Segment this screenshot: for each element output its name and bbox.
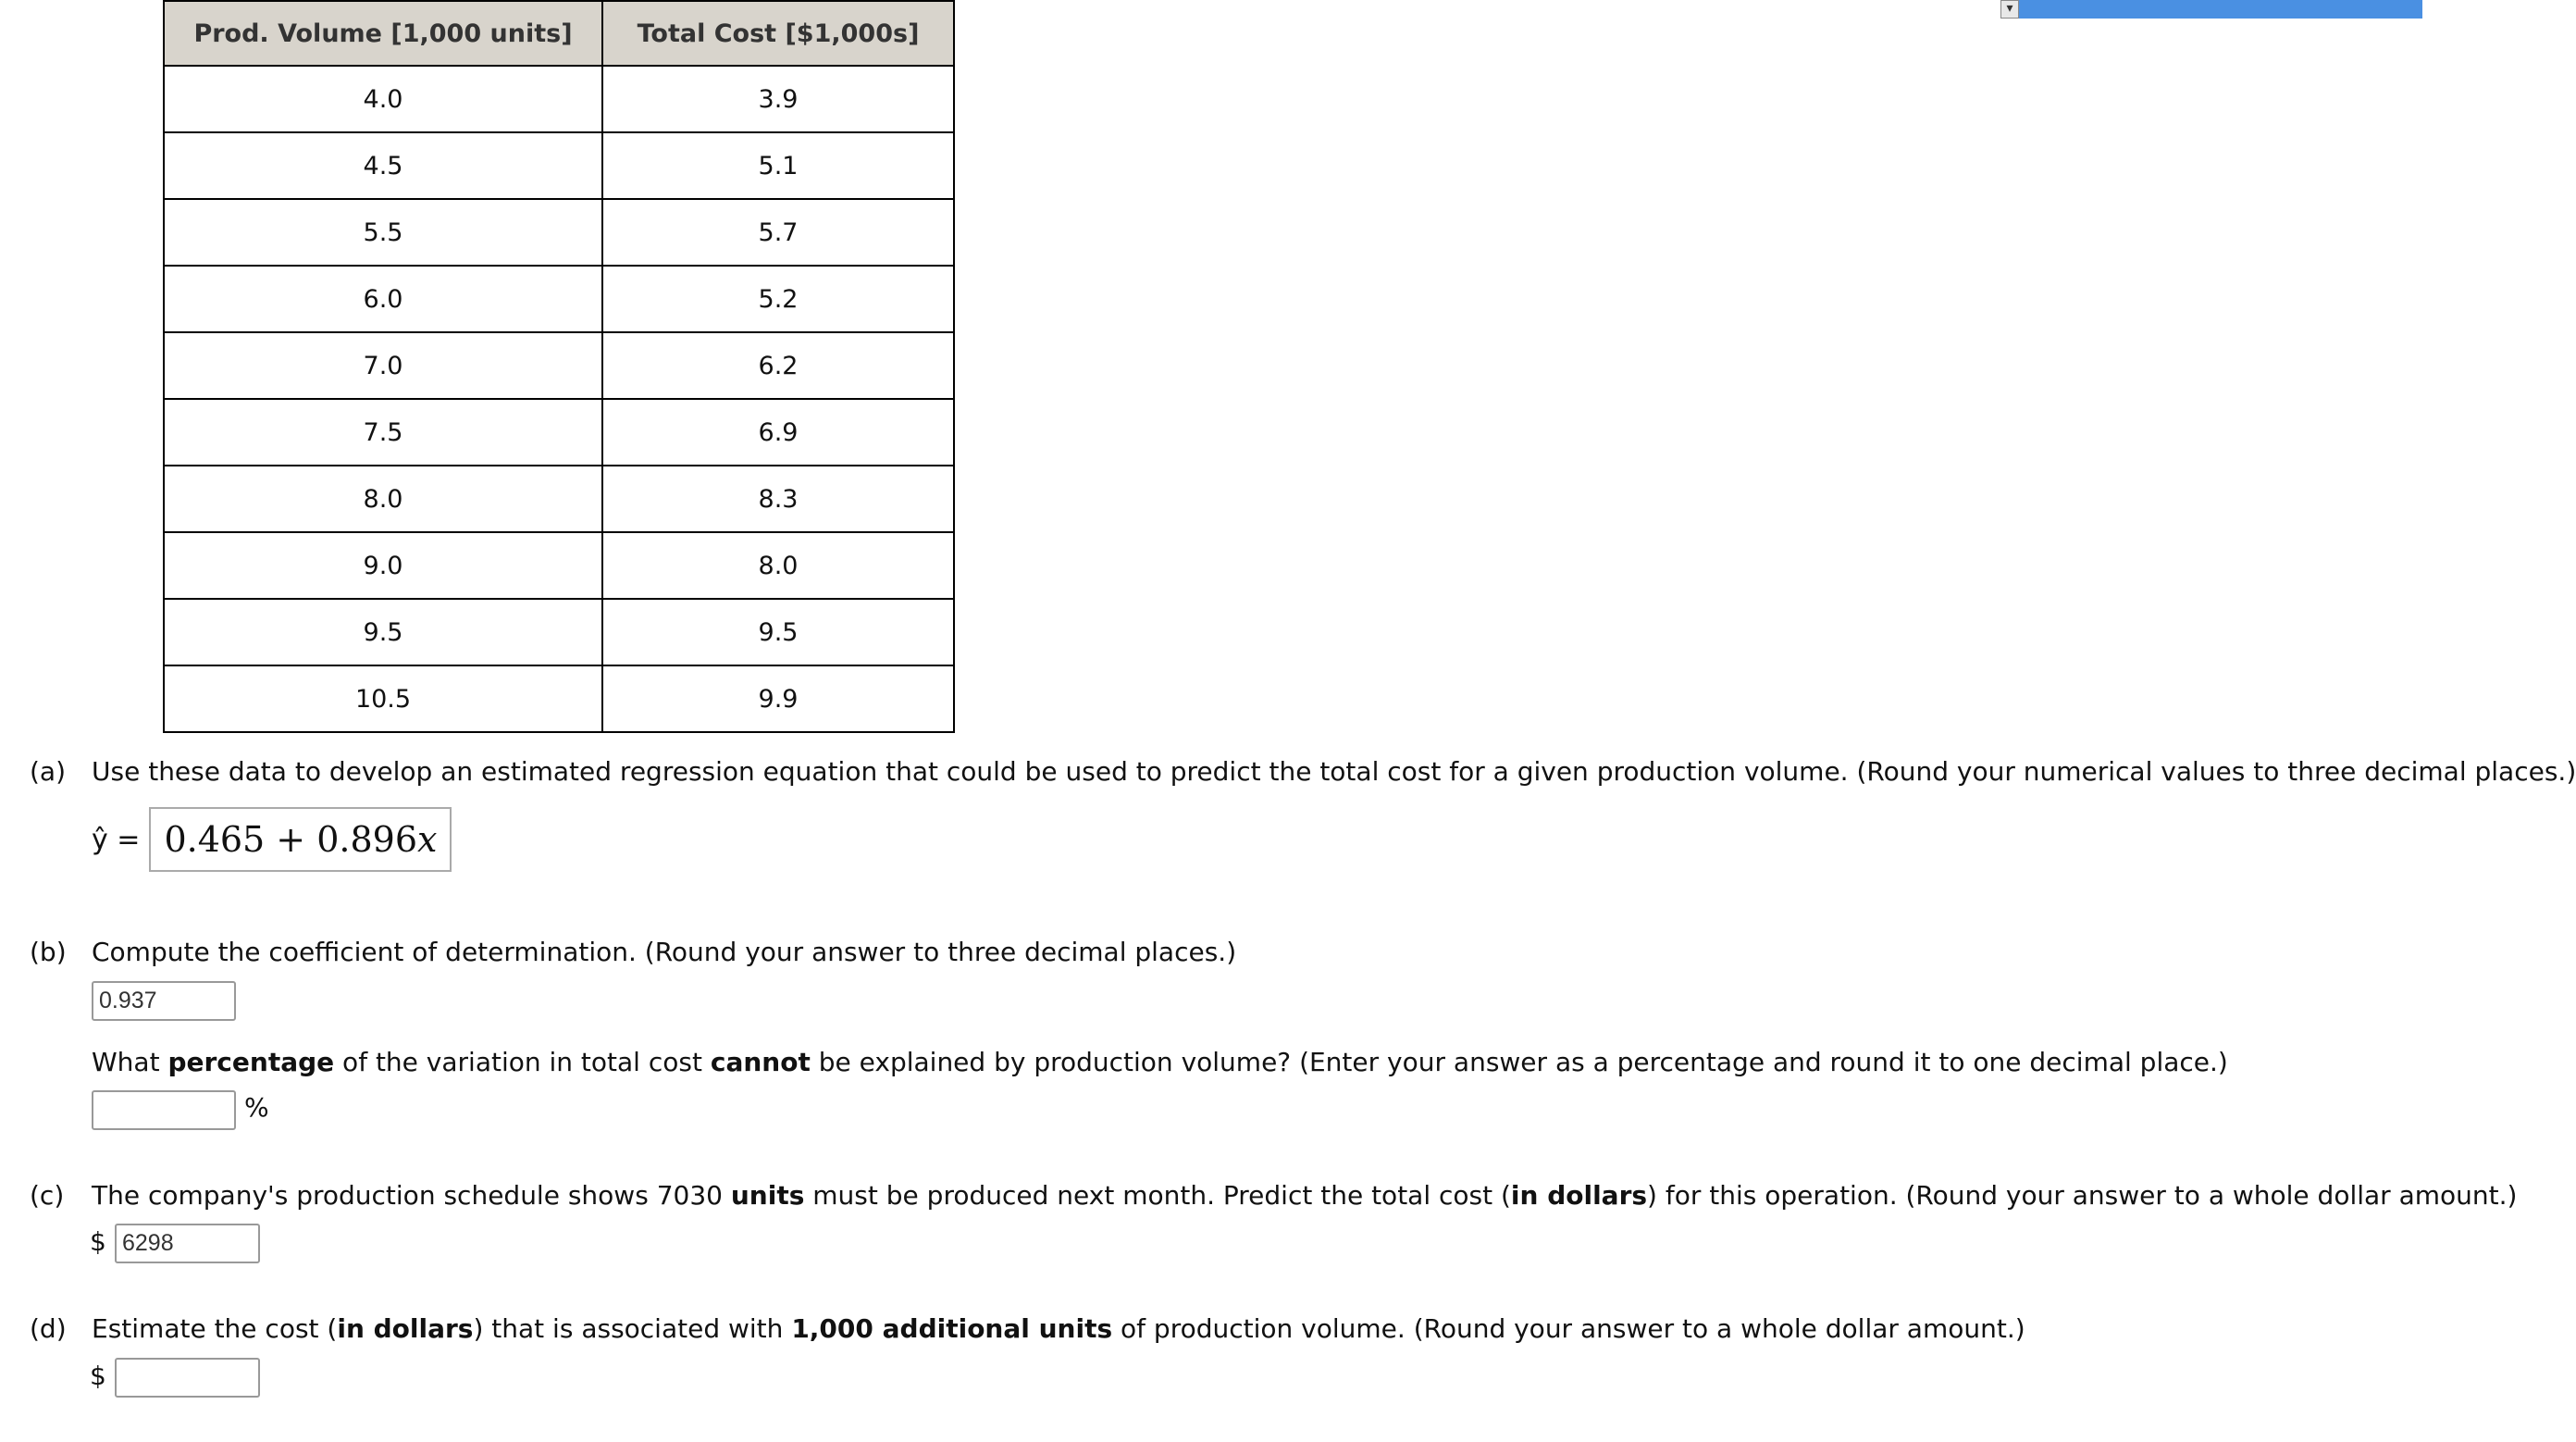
table-row — [164, 532, 954, 599]
part-d-post: of production volume. (Round your answer to a whole dollar amount.) — [1112, 1313, 2025, 1344]
cell-cost: 8.3 — [602, 466, 954, 532]
cell-volume: 9.5 — [164, 599, 602, 665]
table-row — [164, 665, 954, 732]
percentage-input[interactable] — [92, 1090, 236, 1130]
table-row — [164, 132, 954, 199]
cell-volume: 9.0 — [164, 532, 602, 599]
cell-cost: 5.7 — [602, 199, 954, 266]
cell-volume: 7.0 — [164, 332, 602, 399]
chevron-down-icon[interactable]: ▾ — [2000, 0, 2019, 19]
variable-x: x — [417, 819, 438, 860]
part-d-bold1: in dollars — [337, 1313, 474, 1344]
cell-volume: 10.5 — [164, 665, 602, 732]
data-table — [163, 0, 955, 733]
header-prod-volume: Prod. Volume [1,000 units] — [164, 1, 602, 66]
table-row — [164, 399, 954, 466]
part-b-text: Compute the coefficient of determination. (Round your answer to three decimal places.) — [92, 937, 1237, 967]
part-d-pre: Estimate the cost ( — [92, 1313, 338, 1344]
cell-cost: 8.0 — [602, 532, 954, 599]
part-c-label: (c) — [30, 1180, 65, 1211]
total-cost-value: 6298 — [122, 1230, 174, 1256]
part-b-question-2 — [92, 1046, 2228, 1079]
part-c-mid: must be produced next month. Predict the total cost ( — [804, 1180, 1511, 1211]
table-row — [164, 199, 954, 266]
part-c-bold2: in dollars — [1510, 1180, 1648, 1211]
cell-cost: 9.5 — [602, 599, 954, 665]
percent-unit: % — [244, 1092, 269, 1123]
part-d-text — [92, 1312, 2025, 1346]
part-d-label: (d) — [30, 1313, 67, 1344]
cell-cost: 3.9 — [602, 66, 954, 132]
coefficient-value: 0.937 — [99, 988, 157, 1013]
regression-answer-field[interactable] — [149, 807, 452, 872]
regression-equation-row — [92, 808, 452, 871]
cell-volume: 5.5 — [164, 199, 602, 266]
cell-cost: 5.2 — [602, 266, 954, 332]
table-row — [164, 466, 954, 532]
part-d-mid: ) that is associated with — [473, 1313, 792, 1344]
header-total-cost: Total Cost [$1,000s] — [602, 1, 954, 66]
cell-volume: 8.0 — [164, 466, 602, 532]
cell-volume: 4.0 — [164, 66, 602, 132]
part-d-bold2: 1,000 additional units — [791, 1313, 1113, 1344]
cell-cost: 6.2 — [602, 332, 954, 399]
part-a-label: (a) — [30, 756, 67, 787]
table-row — [164, 332, 954, 399]
part-b-q2-bold2: cannot — [710, 1047, 811, 1077]
top-panel-bar[interactable] — [2000, 0, 2422, 19]
part-b-label: (b) — [30, 937, 67, 967]
part-c-bold1: units — [730, 1180, 805, 1211]
part-c-pre: The company's production schedule shows 7030 — [92, 1180, 731, 1211]
cell-volume: 6.0 — [164, 266, 602, 332]
part-c-text — [92, 1179, 2517, 1212]
part-a-text: Use these data to develop an estimated regression equation that could be used to predict the total cost for a given production volume. (Round your numerical values to three decimal places.) — [92, 756, 2576, 787]
part-c-post: ) for this operation. (Round your answer to a whole dollar amount.) — [1647, 1180, 2518, 1211]
dollar-sign: $ — [90, 1361, 106, 1391]
table-row — [164, 266, 954, 332]
cell-cost: 5.1 — [602, 132, 954, 199]
yhat-label: ŷ = — [92, 823, 141, 856]
total-cost-input[interactable] — [115, 1224, 260, 1263]
part-b-q2-pre: What — [92, 1047, 168, 1077]
part-b-q2-bold1: percentage — [167, 1047, 335, 1077]
table-row — [164, 66, 954, 132]
cell-volume: 7.5 — [164, 399, 602, 466]
cell-cost: 9.9 — [602, 665, 954, 732]
part-b-q2-mid: of the variation in total cost — [334, 1047, 711, 1077]
table-row — [164, 599, 954, 665]
cell-cost: 6.9 — [602, 399, 954, 466]
regression-answer-text: 0.465 + 0.896x — [164, 819, 438, 860]
coefficient-input[interactable] — [92, 981, 236, 1021]
cell-volume: 4.5 — [164, 132, 602, 199]
table-header-row — [164, 1, 954, 66]
part-b-q2-post: be explained by production volume? (Enter your answer as a percentage and round it to one decimal place.) — [810, 1047, 2228, 1077]
dollar-sign: $ — [90, 1226, 106, 1257]
additional-cost-input[interactable] — [115, 1358, 260, 1398]
